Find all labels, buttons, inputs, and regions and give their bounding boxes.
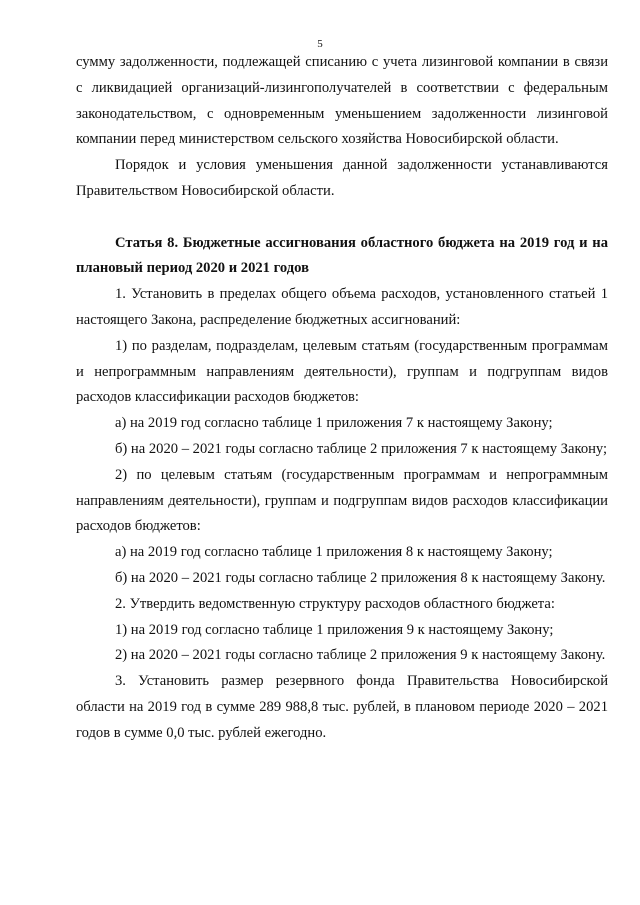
- article-item: б) на 2020 – 2021 годы согласно таблице 2 приложения 8 к настоящему Закону.: [115, 569, 606, 586]
- article-item: 2. Утвердить ведомственную структуру расходов областного бюджета:: [115, 595, 555, 612]
- document-body: [76, 50, 608, 747]
- article-item: а) на 2019 год согласно таблице 1 приложения 7 к настоящему Закону;: [115, 415, 553, 432]
- article-item: а) на 2019 год согласно таблице 1 приложения 8 к настоящему Закону;: [115, 544, 553, 561]
- article-item: 3. Установить размер резервного фонда Правительства Новосибирской области на 2019 год в сумме 289 988,8 тыс. рублей, в плановом периоде 2020 – 2021 годов в сумме 0,0 тыс. рублей ежегодно.: [76, 673, 608, 741]
- article-8-heading: Статья 8. Бюджетные ассигнования областного бюджета на 2019 год и на плановый период 2020 и 2021 годов: [76, 234, 608, 277]
- article-item: 1) по разделам, подразделам, целевым статьям (государственным программам и непрограммным направлениям деятельности), группам и подгруппам видов расходов классификации расходов бюджетов:: [76, 337, 608, 406]
- article-item: 2) на 2020 – 2021 годы согласно таблице 2 приложения 9 к настоящему Закону.: [115, 647, 606, 664]
- article-item: 2) по целевым статьям (государственным программам и непрограммным направлениям деятельности), группам и подгруппам видов расходов классификации расходов бюджетов:: [76, 466, 608, 535]
- article-item: 1) на 2019 год согласно таблице 1 приложения 9 к настоящему Закону;: [115, 621, 554, 638]
- article-item: 1. Установить в пределах общего объема расходов, установленного статьей 1 настоящего Закона, распределение бюджетных ассигнований:: [76, 286, 608, 328]
- page-number: 5: [317, 38, 323, 50]
- paragraph-debt-writeoff: сумму задолженности, подлежащей списанию с учета лизинговой компании в связи с ликвидацией организаций-лизингополучателей в соответствии с федеральным законодательством, с одновременным уменьшением задолженности лизинговой компании перед министерством сельского хозяйства Новосибирской области.: [76, 54, 608, 148]
- article-item: б) на 2020 – 2021 годы согласно таблице 2 приложения 7 к настоящему Закону;: [115, 440, 608, 457]
- paragraph-debt-procedure: Порядок и условия уменьшения данной задолженности устанавливаются Правительством Новосибирской области.: [76, 157, 608, 199]
- section-gap: [76, 205, 608, 231]
